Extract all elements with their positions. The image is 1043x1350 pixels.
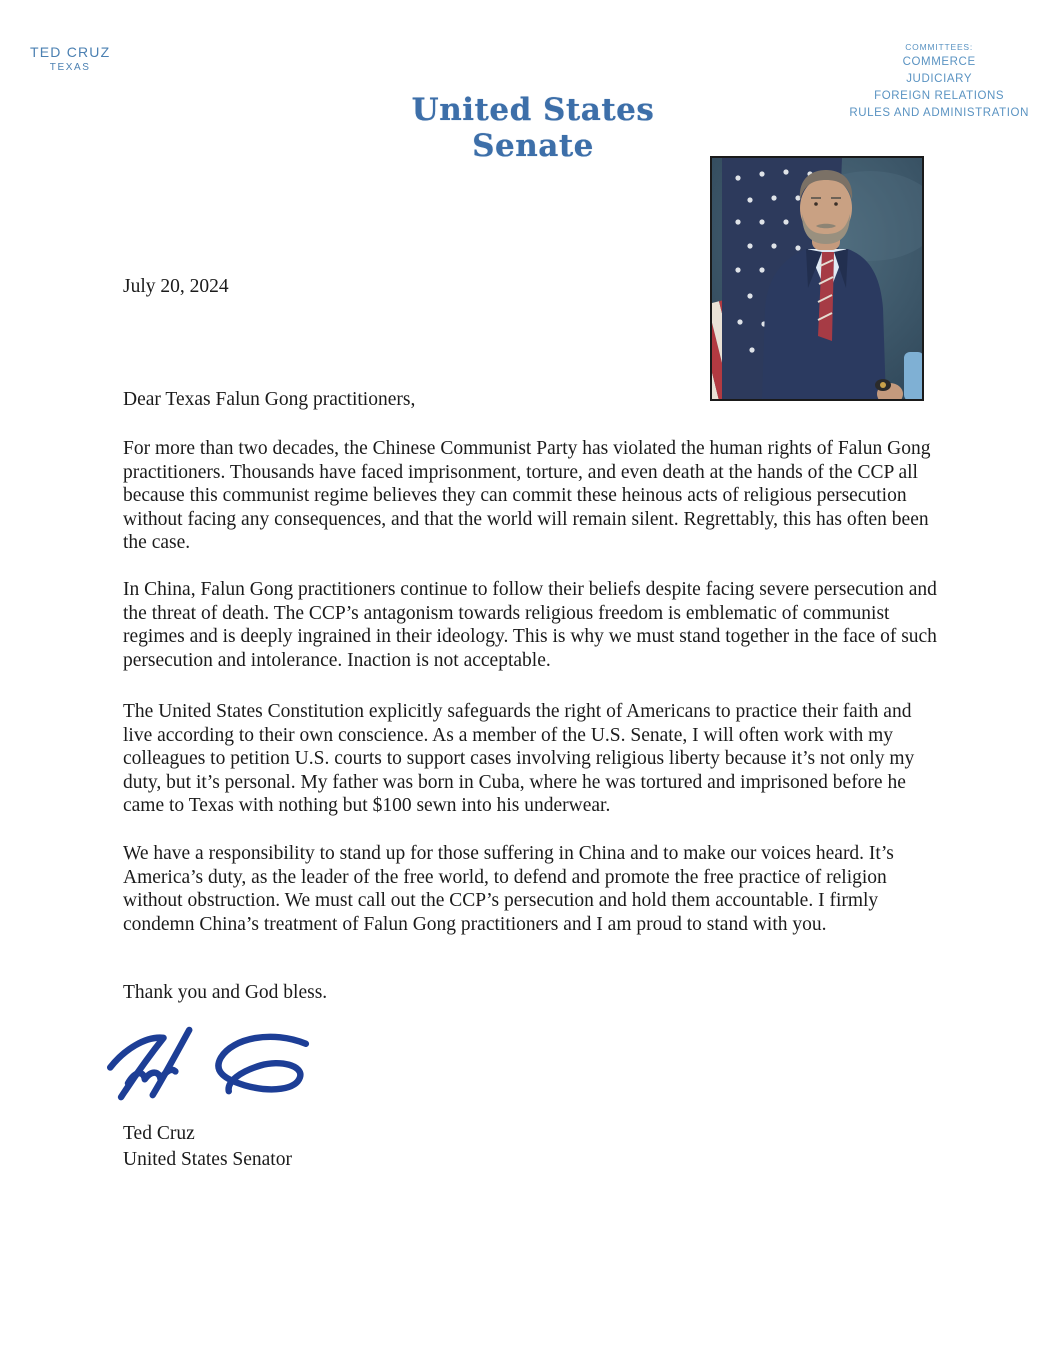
senate-letterhead-title: United States Senate <box>411 92 655 164</box>
committee-item: RULES AND ADMINISTRATION <box>849 107 1029 119</box>
handwritten-signature <box>106 1024 314 1108</box>
letter-paragraph: For more than two decades, the Chinese Communist Party has violated the human rights of Falun Gong practitioners. Thousands have faced imprisonment, torture, and even death at the hands of the CCP all because this communist regime believes they can commit these heinous acts of religious persecution without facing any consequences, and that the world will remain silent. Regrettably, this has often been the case. <box>123 438 931 554</box>
letter-paragraph: The United States Constitution explicitly safeguards the right of Americans to practice their faith and live according to their own conscience. As a member of the U.S. Senate, I will often work with my colleagues to petition U.S. courts to support cases involving religious liberty because it’s not only my duty, but it’s personal. My father was born in Cuba, where he was tortured and imprisoned before he came to Texas with nothing but $100 sewn into his underwear. <box>123 701 915 817</box>
letter-salutation: Dear Texas Falun Gong practitioners, <box>123 389 416 410</box>
sender-name: TED CRUZ <box>30 44 111 60</box>
committees-block <box>849 41 1029 122</box>
letter-paragraph: We have a responsibility to stand up for those suffering in China and to make our voices heard. It’s America’s duty, as the leader of the free world, to defend and promote the free practice of religion without obstruction. We must call out the CCP’s persecution and hold them accountable. I firmly condemn China’s treatment of Falun Gong practitioners and I am proud to stand with you. <box>123 843 894 935</box>
letterhead-sender-block <box>30 44 110 73</box>
signature-title: United States Senator <box>123 1149 292 1170</box>
letter-date: July 20, 2024 <box>123 276 229 297</box>
committees-heading: COMMITTEES: <box>905 42 974 52</box>
committee-item: COMMERCE <box>902 56 976 68</box>
sender-state: TEXAS <box>49 62 91 73</box>
committee-item: JUDICIARY <box>906 73 973 85</box>
committee-item: FOREIGN RELATIONS <box>874 90 1005 102</box>
signature-block <box>123 1121 292 1173</box>
letter-closing: Thank you and God bless. <box>123 982 328 1003</box>
letter-paragraph: In China, Falun Gong practitioners continue to follow their beliefs despite facing severe persecution and the threat of death. The CCP’s antagonism towards religious freedom is emblematic of communist regimes and is deeply ingrained in their ideology. This is why we must stand together in the face of such persecution and intolerance. Inaction is not acceptable. <box>123 579 937 671</box>
signature-name: Ted Cruz <box>123 1123 195 1144</box>
